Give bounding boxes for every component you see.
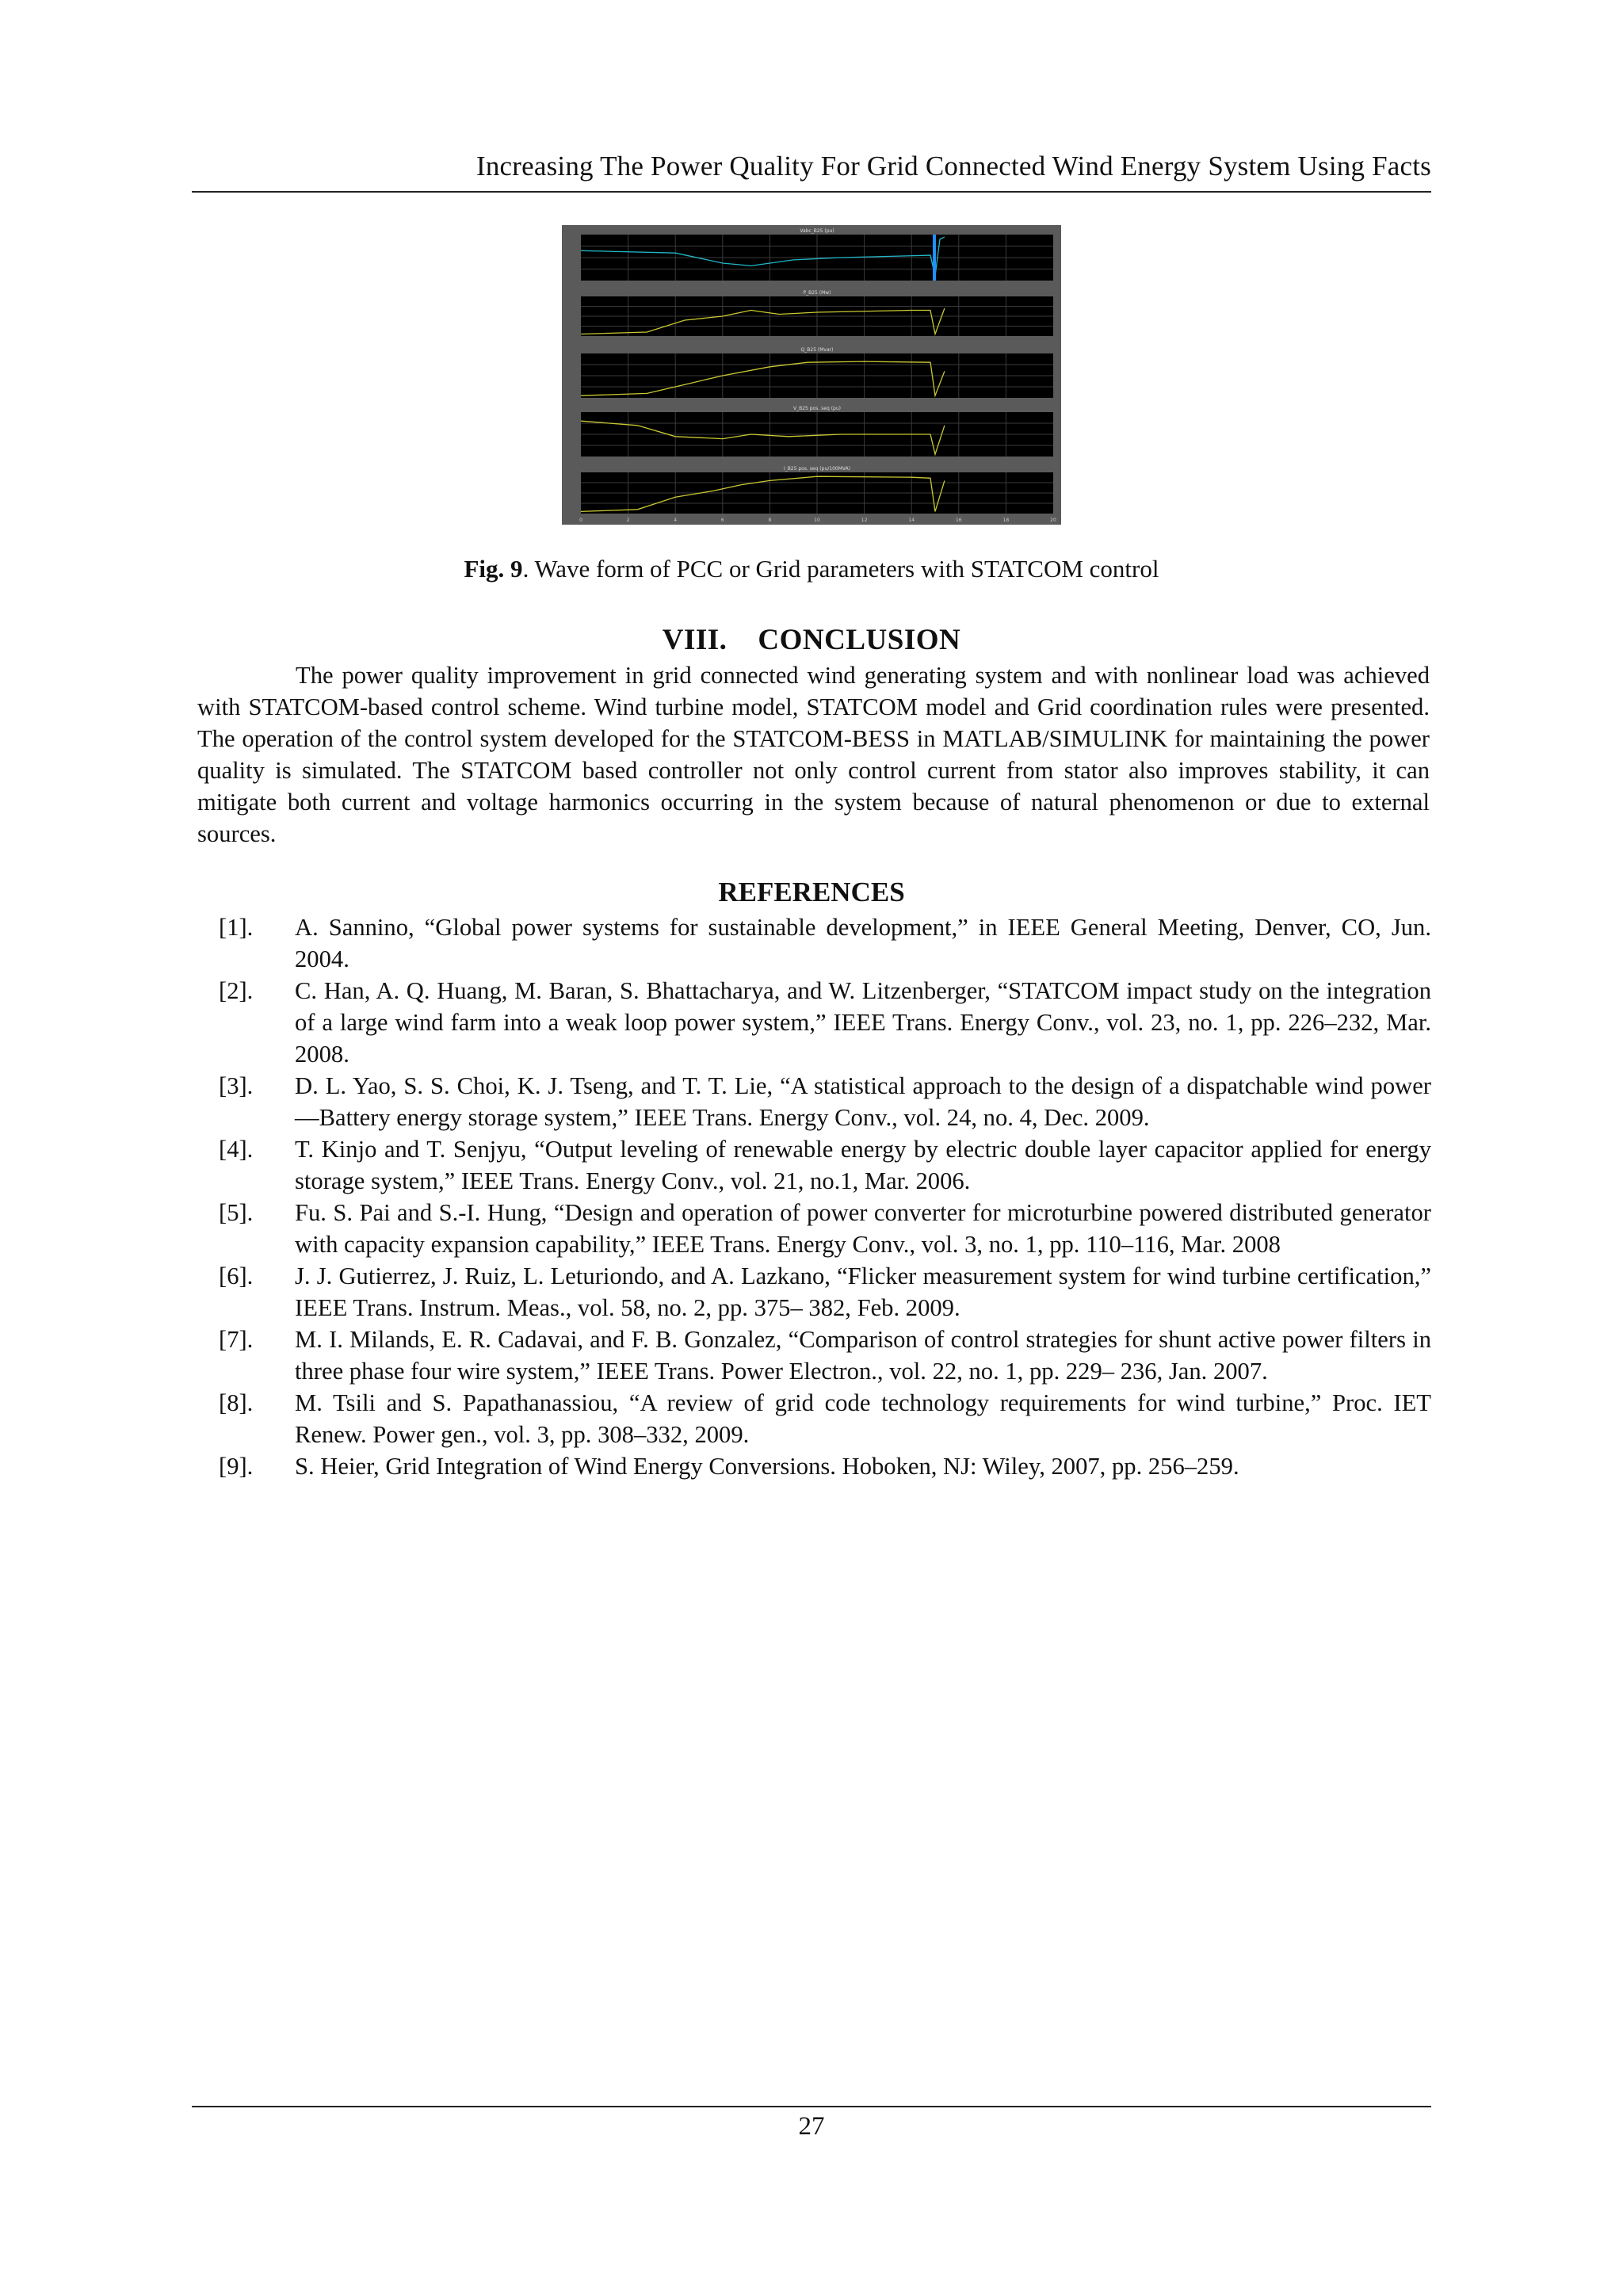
reference-item [219, 911, 1431, 975]
figure-label: Fig. 9 [464, 555, 523, 583]
reference-number: [6]. [219, 1263, 254, 1289]
reference-text: C. Han, A. Q. Huang, M. Baran, S. Bhattacharya, and W. Litzenberger, “STATCOM impact study on the integration of a large wind farm into a weak loop power system,” IEEE Trans. Energy Conv., vol. 23, no. 1, pp. 226–232, Mar. 2008. [295, 977, 1431, 1068]
conclusion-text: The power quality improvement in grid connected wind generating system and with nonlinear load was achieved with STATCOM-based control scheme. Wind turbine model, STATCOM model and Grid coordination rules were presented. The operation of the control system developed for the STATCOM-BESS in MATLAB/SIMULINK for maintaining the power quality is simulated. The STATCOM based controller not only control current from stator also improves stability, it can mitigate both current and voltage harmonics occurring in the system because of natural phenomenon or due to external sources. [197, 662, 1430, 847]
scope-x-tick-label: 8 [768, 518, 772, 523]
reference-number: [5]. [219, 1199, 254, 1226]
reference-item [219, 1260, 1431, 1324]
scope-panel-title: Q_B25 (Mvar) [800, 347, 834, 353]
reference-text: Fu. S. Pai and S.-I. Hung, “Design and operation of power converter for microturbine powered distributed generator with capacity expansion capability,” IEEE Trans. Energy Conv., vol. 3, no. 1, pp. 110–116, Mar. 2008 [295, 1199, 1431, 1258]
reference-number: [1]. [219, 914, 254, 941]
reference-number: [7]. [219, 1326, 254, 1353]
running-header: Increasing The Power Quality For Grid Connected Wind Energy System Using Facts [476, 151, 1431, 181]
figure-caption-text: . Wave form of PCC or Grid parameters with STATCOM control [522, 555, 1159, 583]
scope-x-tick-label: 0 [579, 518, 582, 523]
reference-item [219, 1133, 1431, 1197]
page-number: 27 [798, 2112, 825, 2141]
references-list [219, 911, 1431, 1482]
reference-item [219, 1197, 1431, 1260]
reference-item [219, 975, 1431, 1070]
scope-panel-title: P_B25 (Mw) [803, 290, 831, 296]
reference-number: [4]. [219, 1136, 254, 1163]
scope-x-tick-label: 12 [861, 518, 868, 523]
reference-number: [2]. [219, 977, 254, 1004]
reference-number: [8]. [219, 1389, 254, 1416]
reference-text: D. L. Yao, S. S. Choi, K. J. Tseng, and T. T. Lie, “A statistical approach to the design of a dispatchable wind power—Battery energy storage system,” IEEE Trans. Energy Conv., vol. 24, no. 4, Dec. 2009. [295, 1072, 1431, 1131]
reference-text: M. Tsili and S. Papathanassiou, “A review of grid code technology requirements for wind turbine,” Proc. IET Renew. Power gen., vol. 3, pp. 308–332, 2009. [295, 1389, 1431, 1448]
conclusion-heading: VIII. CONCLUSION [662, 624, 961, 656]
reference-number: [9]. [219, 1453, 254, 1480]
scope-x-tick-label: 18 [1002, 518, 1010, 523]
reference-text: J. J. Gutierrez, J. Ruiz, L. Leturiondo, and A. Lazkano, “Flicker measurement system for wind turbine certification,” IEEE Trans. Instrum. Meas., vol. 58, no. 2, pp. 375– 382, Feb. 2009. [295, 1263, 1431, 1321]
reference-item [219, 1387, 1431, 1450]
scope-panel-title: I_B25 pos. seq (pu/100MVA) [783, 466, 851, 472]
scope-panel-title: V_B25 pos. seq (pu) [792, 406, 842, 411]
figure-9-scope-plot [562, 225, 1061, 525]
reference-text: T. Kinjo and T. Senjyu, “Output leveling of renewable energy by electric double layer capacitor applied for energy storage system,” IEEE Trans. Energy Conv., vol. 21, no.1, Mar. 2006. [295, 1136, 1431, 1194]
reference-item [219, 1324, 1431, 1387]
reference-item [219, 1450, 1431, 1482]
footer-rule [192, 2106, 1431, 2107]
scope-panel-title: Vabc_B25 (pu) [800, 228, 834, 234]
scope-transient-band [933, 235, 936, 281]
scope-x-tick-label: 2 [626, 518, 630, 523]
reference-number: [3]. [219, 1072, 254, 1099]
scope-x-tick-label: 10 [814, 518, 820, 523]
reference-item [219, 1070, 1431, 1133]
scope-x-tick-label: 6 [720, 518, 724, 523]
scope-waveforms [562, 225, 1061, 525]
scope-x-tick-label: 4 [674, 518, 678, 523]
reference-text: S. Heier, Grid Integration of Wind Energy Conversions. Hoboken, NJ: Wiley, 2007, pp. 256–259. [295, 1453, 1239, 1480]
header-rule [192, 191, 1431, 193]
reference-text: A. Sannino, “Global power systems for sustainable development,” in IEEE General Meeting, Denver, CO, Jun. 2004. [295, 914, 1431, 972]
reference-text: M. I. Milands, E. R. Cadavai, and F. B. Gonzalez, “Comparison of control strategies for shunt active power filters in three phase four wire system,” IEEE Trans. Power Electron., vol. 22, no. 1, pp. 229– 236, Jan. 2007. [295, 1326, 1431, 1385]
scope-x-tick-label: 20 [1050, 518, 1056, 523]
scope-x-tick-label: 16 [955, 518, 962, 523]
conclusion-paragraph [197, 659, 1430, 850]
figure-caption [0, 555, 1623, 583]
references-heading: REFERENCES [718, 877, 905, 907]
scope-x-tick-label: 14 [908, 518, 915, 523]
